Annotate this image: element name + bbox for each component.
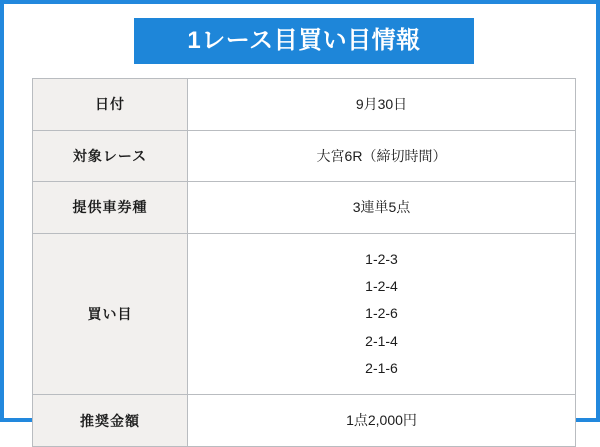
row-value-bets bbox=[188, 233, 576, 394]
table-row bbox=[33, 130, 576, 182]
row-label-target-race: 対象レース bbox=[33, 130, 188, 182]
row-label-ticket-type: 提供車券種 bbox=[33, 182, 188, 234]
table-row bbox=[33, 79, 576, 131]
row-value-recommended-amount: 1点2,000円 bbox=[188, 395, 576, 447]
bet-item: 2-1-4 bbox=[365, 332, 398, 349]
row-value-target-race: 大宮6R（締切時間） bbox=[188, 130, 576, 182]
race-info-table-wrapper bbox=[32, 78, 576, 447]
table-row bbox=[33, 182, 576, 234]
page-title: 1レース目買い目情報 bbox=[134, 18, 474, 64]
header-band bbox=[4, 8, 596, 63]
bet-item: 1-2-6 bbox=[365, 305, 398, 322]
bet-item: 2-1-6 bbox=[365, 359, 398, 376]
row-label-date: 日付 bbox=[33, 79, 188, 131]
row-label-bets: 買い目 bbox=[33, 233, 188, 394]
row-label-recommended-amount: 推奨金額 bbox=[33, 395, 188, 447]
footer-space bbox=[4, 400, 596, 418]
table-row bbox=[33, 233, 576, 394]
bet-item: 1-2-4 bbox=[365, 278, 398, 295]
race-info-table bbox=[32, 78, 576, 447]
row-value-ticket-type: 3連単5点 bbox=[188, 182, 576, 234]
row-value-date: 9月30日 bbox=[188, 79, 576, 131]
bet-item: 1-2-3 bbox=[365, 250, 398, 267]
bet-list bbox=[192, 246, 571, 382]
